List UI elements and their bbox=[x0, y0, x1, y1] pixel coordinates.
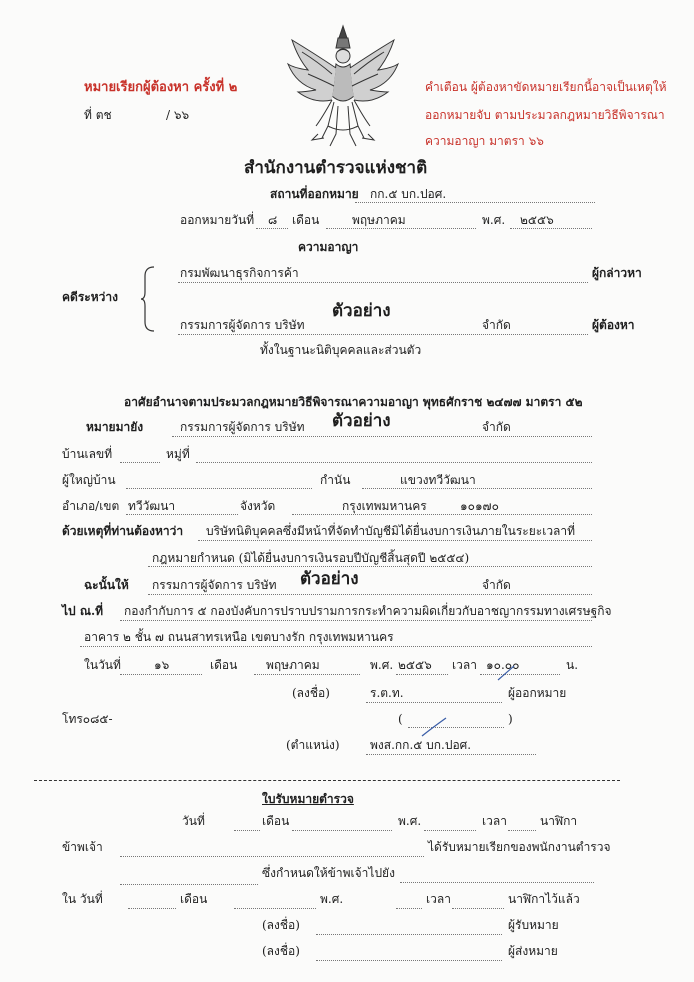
sender-sign-line bbox=[316, 960, 502, 961]
sample-stamp-1: ตัวอย่าง bbox=[332, 301, 391, 321]
issue-month-line bbox=[326, 228, 476, 229]
issue-year-label: พ.ศ. bbox=[482, 213, 506, 227]
house-no-line bbox=[120, 462, 160, 463]
position-line bbox=[366, 754, 536, 755]
house-no-label: บ้านเลขที่ bbox=[62, 447, 113, 461]
defendant-line bbox=[178, 334, 588, 335]
district: ทวีวัฒนา bbox=[128, 499, 176, 513]
reference-year: / ๖๖ bbox=[166, 108, 190, 122]
issue-month: พฤษภาคม bbox=[352, 213, 406, 227]
receipt-hour-done-label: นาฬิกาไว้แล้ว bbox=[508, 892, 580, 906]
appear-year: ๒๕๕๖ bbox=[398, 658, 432, 672]
issue-day: ๘ bbox=[268, 213, 278, 227]
receipt-title: ใบรับหมายตำรวจ bbox=[262, 792, 354, 806]
receipt-time-line bbox=[508, 830, 536, 831]
appear-time: ๑๐.๐๐ bbox=[486, 658, 520, 672]
receipt-year-label: พ.ศ. bbox=[398, 814, 422, 828]
name-open-paren: ( bbox=[398, 712, 403, 726]
receipt-i-label: ข้าพเจ้า bbox=[62, 840, 103, 854]
kamnan-label: กำนัน bbox=[320, 473, 351, 487]
receipt-on-time-line bbox=[452, 908, 504, 909]
between-label: คดีระหว่าง bbox=[62, 290, 118, 304]
receipt-appoint-text: ซึ่งกำหนดให้ข้าพเจ้าไปยัง bbox=[262, 866, 395, 880]
receipt-date-line bbox=[234, 830, 260, 831]
reason-line-1: บริษัทนิติบุคคลซึ่งมีหน้าที่จัดทำบัญชีมิได้ยื่นงบการเงินภายในระยะเวลาที่ bbox=[206, 524, 576, 538]
appear-day-line bbox=[120, 674, 202, 675]
plaintiff-line bbox=[178, 282, 588, 283]
appear-month-line bbox=[254, 674, 360, 675]
summon-to-value: กรรมการผู้จัดการ บริษัท bbox=[180, 420, 305, 434]
village-head-label: ผู้ใหญ่บ้าน bbox=[62, 473, 116, 487]
appear-date-label: ในวันที่ bbox=[84, 658, 121, 672]
defendant-limited: จำกัด bbox=[482, 318, 511, 332]
receipt-on-day-line bbox=[128, 908, 176, 909]
receiver-role: ผู้รับหมาย bbox=[508, 918, 559, 932]
sample-stamp-2: ตัวอย่าง bbox=[332, 411, 391, 431]
receipt-time-label: เวลา bbox=[482, 814, 507, 828]
position-label: (ตำแหน่ง) bbox=[286, 738, 340, 752]
reference-number-label: ที่ ตช bbox=[84, 108, 112, 122]
receipt-on-date-label: ใน วันที่ bbox=[62, 892, 103, 906]
garuda-emblem bbox=[282, 22, 404, 150]
district-line bbox=[126, 514, 238, 515]
receipt-on-time-label: เวลา bbox=[426, 892, 451, 906]
bracket-brace bbox=[140, 266, 156, 332]
ink-tick-mark bbox=[496, 664, 516, 682]
receipt-on-month-label: เดือน bbox=[180, 892, 208, 906]
receipt-date-label: วันที่ bbox=[182, 814, 205, 828]
reason-line-2: กฎหมายกำหนด (มิได้ยื่นงบการเงินรอบปีบัญชีสิ้นสุดปี ๒๕๕๔) bbox=[152, 551, 470, 565]
go-to-underline-1 bbox=[120, 620, 592, 621]
province-label: จังหวัด bbox=[240, 499, 276, 513]
defendant-prefix: กรรมการผู้จัดการ บริษัท bbox=[180, 318, 305, 332]
therefore-label: ฉะนั้นให้ bbox=[84, 578, 129, 592]
receipt-hour-label: นาฬิกา bbox=[540, 814, 578, 828]
issuer-role: ผู้ออกหมาย bbox=[508, 686, 567, 700]
subdistrict-line bbox=[362, 488, 592, 489]
warning-line-2: ออกหมายจับ ตามประมวลกฎหมายวิธีพิจารณา bbox=[425, 108, 665, 122]
capacity-note: ทั้งในฐานะนิติบุคคลและส่วนตัว bbox=[260, 343, 422, 357]
summons-title: หมายเรียกผู้ต้องหา ครั้งที่ ๒ bbox=[84, 80, 238, 95]
issue-year: ๒๕๕๖ bbox=[520, 213, 554, 227]
issue-place-line bbox=[355, 202, 595, 203]
issue-place-label: สถานที่ออกหมาย bbox=[270, 187, 359, 201]
sample-stamp-3: ตัวอย่าง bbox=[300, 569, 359, 589]
appear-time-label: เวลา bbox=[452, 658, 477, 672]
province: กรุงเทพมหานคร bbox=[342, 499, 427, 513]
office-title: สำนักงานตำรวจแห่งชาติ bbox=[244, 158, 428, 178]
appear-year-label: พ.ศ. bbox=[370, 658, 394, 672]
province-line bbox=[292, 514, 592, 515]
issuer-position: พงส.กก.๕ บก.ปอศ. bbox=[370, 738, 472, 752]
go-to-line-2: อาคาร ๒ ชั้น ๗ ถนนสาทรเหนือ เขตบางรัก กรุงเทพมหานคร bbox=[84, 630, 394, 644]
issue-year-line bbox=[510, 228, 592, 229]
postcode: ๑๐๑๗๐ bbox=[460, 499, 499, 513]
plaintiff-role: ผู้กล่าวหา bbox=[592, 266, 642, 280]
warning-line-1: คำเตือน ผู้ต้องหาขัดหมายเรียกนี้อาจเป็นเหตุให้ bbox=[425, 80, 667, 94]
phone-label: โทร๐๘๕- bbox=[62, 712, 113, 726]
appear-time-line bbox=[480, 674, 560, 675]
therefore-line bbox=[148, 594, 592, 595]
warning-line-3: ความอาญา มาตรา ๖๖ bbox=[425, 134, 544, 148]
therefore-limited: จำกัด bbox=[482, 578, 511, 592]
receipt-name-line bbox=[120, 856, 424, 857]
case-type: ความอาญา bbox=[298, 240, 359, 254]
issuer-rank: ร.ต.ท. bbox=[370, 686, 404, 700]
receipt-officer-line bbox=[120, 884, 258, 885]
tear-off-divider bbox=[34, 780, 620, 781]
go-to-underline-2 bbox=[80, 646, 592, 647]
summon-to-label: หมายมายัง bbox=[86, 420, 144, 434]
appear-year-line bbox=[396, 674, 448, 675]
go-to-line-1: กองกำกับการ ๕ กองบังคับการปราบปรามการกระทำความผิดเกี่ยวกับอาชญากรรมทางเศรษฐกิจ bbox=[124, 604, 612, 618]
receipt-received-text: ได้รับหมายเรียกของพนักงานตำรวจ bbox=[428, 840, 611, 854]
plaintiff-name: กรมพัฒนาธุรกิจการค้า bbox=[180, 266, 299, 280]
issuer-sign-label: (ลงชื่อ) bbox=[292, 686, 330, 700]
sender-role: ผู้ส่งหมาย bbox=[508, 944, 558, 958]
reason-underline-2 bbox=[148, 566, 592, 567]
reason-label: ด้วยเหตุที่ท่านต้องหาว่า bbox=[62, 524, 184, 538]
district-label: อำเภอ/เขต bbox=[62, 499, 120, 513]
appear-day: ๑๖ bbox=[154, 658, 170, 672]
therefore-value: กรรมการผู้จัดการ บริษัท bbox=[152, 578, 277, 592]
reason-underline-1 bbox=[198, 540, 592, 541]
appear-month-label: เดือน bbox=[210, 658, 238, 672]
appear-minute-label: น. bbox=[566, 658, 579, 672]
issue-month-label: เดือน bbox=[292, 213, 320, 227]
issue-day-line bbox=[256, 228, 288, 229]
issue-date-label: ออกหมายวันที่ bbox=[180, 213, 255, 227]
defendant-role: ผู้ต้องหา bbox=[592, 318, 635, 332]
village-head-line bbox=[126, 488, 312, 489]
receipt-on-month-line bbox=[234, 908, 316, 909]
receipt-on-year-line bbox=[396, 908, 422, 909]
legal-basis: อาศัยอำนาจตามประมวลกฎหมายวิธีพิจารณาความอาญา พุทธศักราช ๒๔๗๗ มาตรา ๕๒ bbox=[124, 395, 583, 409]
receipt-year-line bbox=[424, 830, 476, 831]
receiver-sign-line bbox=[316, 934, 502, 935]
receipt-on-year-label: พ.ศ. bbox=[320, 892, 344, 906]
issue-place: กก.๕ บก.ปอศ. bbox=[370, 187, 447, 201]
moo-line bbox=[196, 462, 592, 463]
appear-month: พฤษภาคม bbox=[266, 658, 320, 672]
summon-to-limited: จำกัด bbox=[482, 420, 511, 434]
subdistrict: แขวงทวีวัฒนา bbox=[400, 473, 476, 487]
name-close-paren: ) bbox=[508, 712, 513, 726]
receipt-month-label: เดือน bbox=[262, 814, 290, 828]
issuer-sign-line bbox=[366, 702, 502, 703]
summon-to-line bbox=[172, 436, 592, 437]
receiver-sign-label: (ลงชื่อ) bbox=[262, 918, 300, 932]
moo-label: หมู่ที่ bbox=[166, 447, 190, 461]
sender-sign-label: (ลงชื่อ) bbox=[262, 944, 300, 958]
ink-signature-mark bbox=[420, 716, 448, 738]
receipt-place-line bbox=[400, 882, 594, 883]
go-to-label: ไป ณ.ที่ bbox=[62, 604, 104, 618]
receipt-month-line bbox=[292, 830, 392, 831]
